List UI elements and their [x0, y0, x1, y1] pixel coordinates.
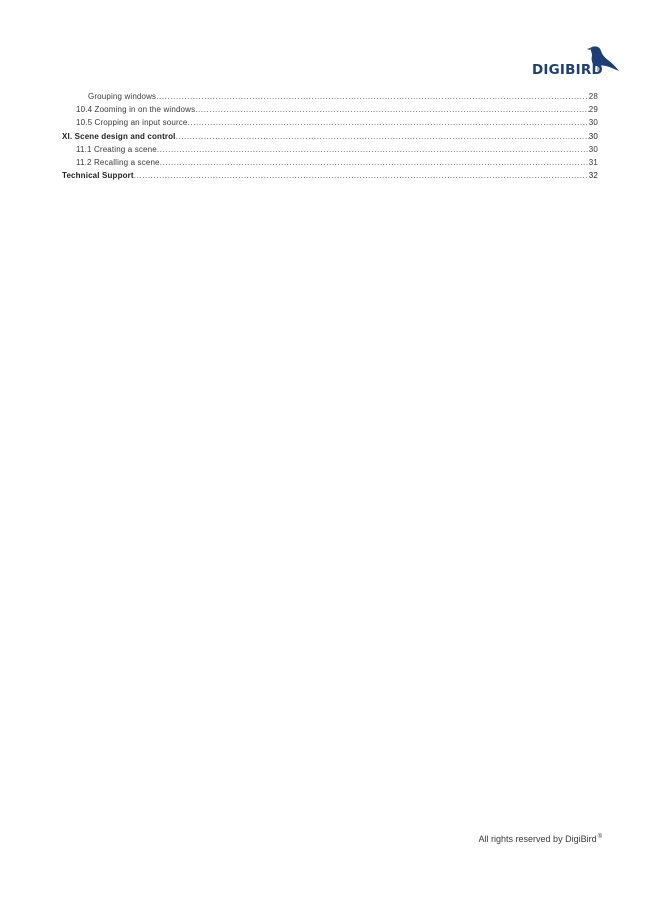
toc-entry-title: 11.2 Recalling a scene	[76, 157, 160, 167]
toc-entry-title: 10.5 Cropping an input source	[76, 118, 188, 128]
toc-entry[interactable]	[62, 156, 598, 169]
toc-entry[interactable]	[62, 143, 598, 156]
toc-entry-page: 30	[588, 118, 598, 128]
copyright-text: All rights reserved by DigiBird	[478, 834, 597, 844]
toc-entry-page: 31	[588, 157, 598, 167]
toc-leader-dots	[195, 103, 589, 116]
toc-entry-title: 10.4 Zooming in on the windows	[76, 105, 196, 115]
toc-entry[interactable]	[62, 103, 598, 116]
toc-entry[interactable]	[62, 90, 598, 103]
toc-leader-dots	[134, 169, 589, 182]
page-footer	[479, 834, 602, 844]
toc-entry-page: 28	[588, 92, 598, 101]
toc-entry-title: Technical Support	[62, 171, 134, 181]
toc-entry-page: 29	[588, 105, 598, 115]
toc-entry-title: 11.1 Creating a scene	[76, 144, 157, 154]
toc-entry-page: 30	[588, 131, 598, 141]
toc-entry[interactable]	[62, 169, 598, 182]
toc-entry[interactable]	[62, 130, 598, 143]
toc-entry-title: Grouping windows	[88, 92, 157, 101]
toc-entry-title: XI. Scene design and control	[62, 131, 176, 141]
toc-entry[interactable]	[62, 116, 598, 129]
digibird-logo	[530, 44, 620, 80]
toc-leader-dots	[156, 90, 589, 103]
toc-leader-dots	[188, 116, 589, 129]
toc-leader-dots	[160, 156, 589, 169]
registered-mark: ®	[597, 834, 602, 840]
toc-entry-page: 30	[588, 144, 598, 154]
table-of-contents	[62, 90, 598, 182]
toc-leader-dots	[157, 143, 589, 156]
toc-leader-dots	[176, 130, 589, 143]
logo-wordmark: DIGIBIRD	[532, 62, 603, 78]
toc-entry-page: 32	[588, 171, 598, 181]
